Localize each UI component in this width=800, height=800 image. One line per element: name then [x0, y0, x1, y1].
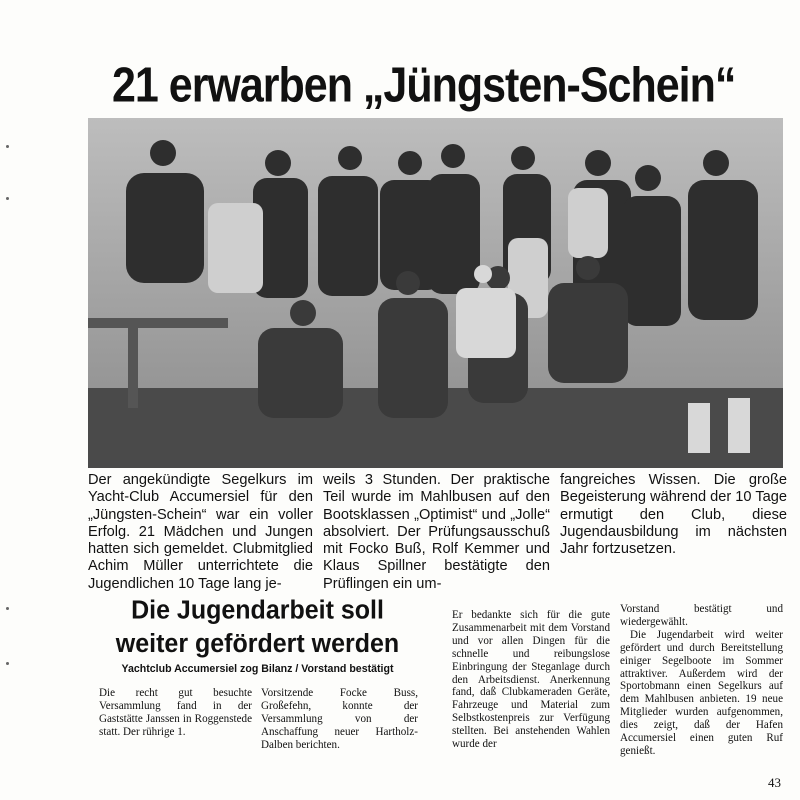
- article-title: [95, 593, 420, 660]
- article-column-3: [452, 609, 610, 751]
- article-text: Vorsitzende Focke Buss, Großefehn, konnte der Versammlung von der Anschaffung neuer Hartholz-Dalben berichten.: [261, 687, 418, 751]
- caption-column-3: [560, 472, 787, 558]
- article-column-4: [620, 603, 783, 758]
- caption-text: weils 3 Stunden. Der praktische Teil wurde im Mahlbusen auf den Bootsklassen „Optimist“ und „Jolle“ absolviert. Der Prüfungsausschuß mit Focko Buß, Rolf Kemmer und Klaus Spillner bestätigte den Prüflingen ein um-: [323, 472, 550, 592]
- caption-text: Der angekündigte Segelkurs im Yacht-Club Accumersiel für den „Jüngsten-Schein“ war ein voller Erfolg. 21 Mädchen und Jungen hatten sich gemeldet. Clubmitglied Achim Müller unterrichtete die Jugendlichen 10 Tage lang je-: [88, 472, 313, 592]
- article-text: Vorstand bestätigt und wiedergewählt.: [620, 603, 783, 628]
- margin-mark: [6, 145, 9, 148]
- article-title-line-2: weiter gefördert werden: [115, 629, 400, 659]
- group-photo: [88, 118, 783, 468]
- margin-mark: [6, 662, 9, 665]
- article-title-line-1: Die Jugendarbeit soll: [131, 595, 384, 625]
- margin-mark: [6, 197, 9, 200]
- caption-column-2: [323, 472, 550, 593]
- caption-column-1: [88, 472, 313, 593]
- article-subtitle: Yachtclub Accumersiel zog Bilanz / Vorstand bestätigt: [121, 663, 394, 675]
- article-text: Die Jugendarbeit wird weiter gefördert und durch Bereitstellung einiger Segelboote im Sommer attraktiver. Außerdem wird der Sportobmann einen Segelkurs auf dem Mahlbusen anbieten. 19 neue Mitglieder wurden aufgenommen, dies zeigt, daß der Hafen Accumersiel einen guten Ruf genießt.: [620, 628, 783, 757]
- margin-mark: [6, 607, 9, 610]
- article-column-2: [261, 687, 418, 752]
- article-column-1: [99, 687, 252, 739]
- article-text: Er bedankte sich für die gute Zusammenarbeit mit dem Vorstand und vor allen Dingen für die schnelle und reibungslose Einbringung der Steganlage durch den Arbeitsdienst. Anerkennung fand, daß Clubkameraden Geräte, Fahrzeuge und Material zum Selbstkostenpreis zur Verfügung stellten. Bei anstehenden Wahlen wurde der: [452, 609, 610, 751]
- page-number: 43: [768, 775, 781, 790]
- article-text: Die recht gut besuchte Versammlung fand in der Gaststätte Janssen in Roggenstede statt. Der rührige 1.: [99, 687, 252, 738]
- headline: 21 erwarben „Jüngsten-Schein“: [112, 58, 736, 114]
- caption-text: fangreiches Wissen. Die große Begeisterung während der 10 Tage ermutigt den Club, diese Jugendausbildung im nächsten Jahr fortzusetzen.: [560, 472, 787, 558]
